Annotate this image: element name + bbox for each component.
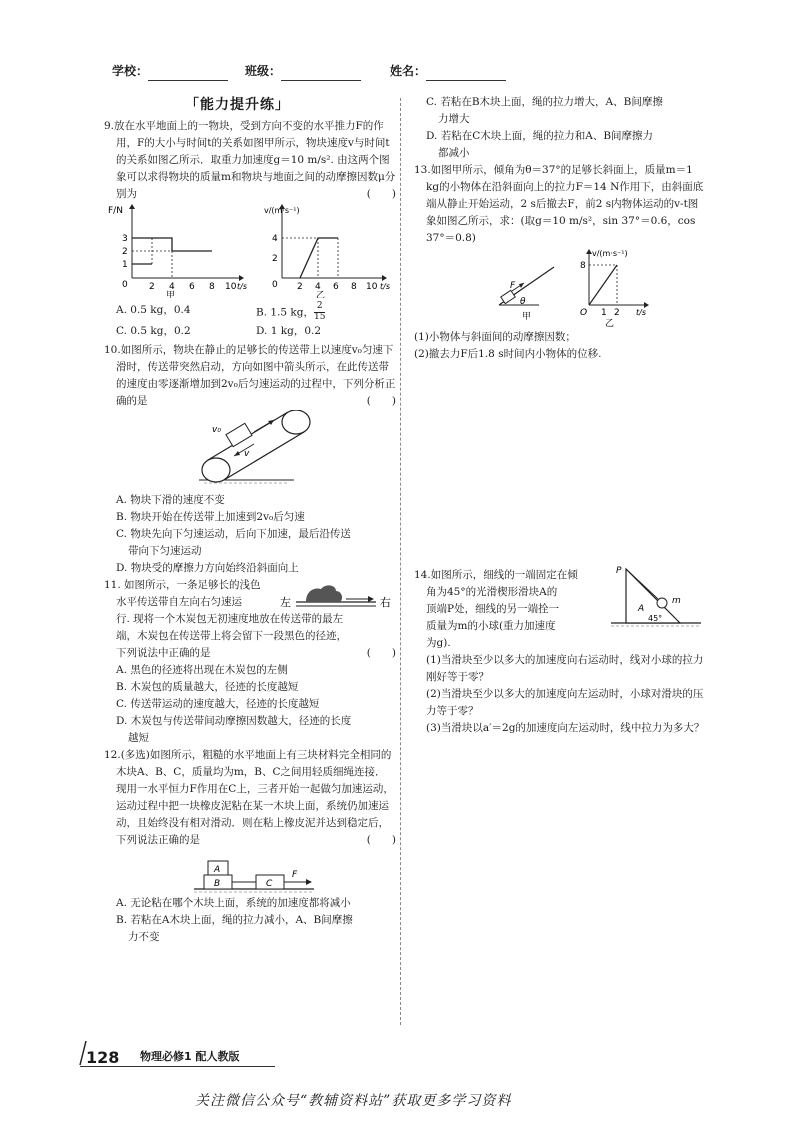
q9-paren: ( ): [366, 188, 396, 200]
q12-option-a: A. 无论粘在哪个木块上面，系统的加速度都将减小: [116, 896, 351, 909]
school-label: 学校：: [112, 62, 228, 81]
q11-stem-line: 下列说法中正确的是 ( ): [104, 645, 396, 662]
wechat-note: 关注微信公众号“教辅资料站”获取更多学习资料: [195, 1093, 512, 1109]
q9-g1-ytick: 2: [122, 247, 128, 257]
q10-v0-label: v₀: [212, 424, 221, 435]
q12-option-b: B. 若粘在A木块上面，绳的拉力减小，A、B间摩擦: [116, 913, 353, 926]
q14-m-label: m: [672, 596, 681, 606]
q13-figures: [414, 247, 706, 329]
q10-paren: ( ): [366, 394, 396, 407]
q14-part-2: (2)当滑块至少以多大的加速度向左运动时，小球对滑块的压力等于零？: [426, 688, 704, 717]
q13-f-label: F: [510, 281, 516, 291]
q9-g2-xtick: 6: [333, 282, 339, 292]
q11-option-b: B. 木炭包的质量越大，径迹的长度越短: [116, 680, 299, 693]
q14-stem-line: 顶端P处，细线的另一端拴一: [426, 603, 560, 615]
q10-option-c: C. 物块先向下匀速运动，后向下加速，最后沿传送: [116, 527, 351, 540]
q11-option-c: C. 传送带运动的速度越大，径迹的长度越短: [116, 697, 320, 710]
q9-g1-xtick: 10: [225, 282, 237, 292]
q14-part-1: (1)当滑块至少以多大的加速度向右运动时，线对小球的拉力刚好等于零？: [426, 654, 704, 683]
q13-part-1: (1)小物体与斜面间的动摩擦因数；: [414, 331, 576, 343]
q13-fig1-name: 甲: [522, 312, 532, 322]
q13-incline-figure: [499, 267, 554, 322]
q9-g1-ylabel: F/N: [108, 206, 123, 216]
q13-g-ytick: 8: [580, 261, 586, 271]
q9-graph-yi: [264, 204, 390, 298]
q11-right-label: 右: [380, 595, 391, 609]
q14-stem-line: 质量为m的小球(重力加速度: [426, 620, 556, 632]
q13-diagrams: [414, 247, 706, 329]
q9-option-a: A. 0.5 kg，0.4: [116, 304, 191, 316]
q10-v-label: v: [244, 448, 250, 459]
q13-g-ylabel: v/(m·s⁻¹): [592, 249, 628, 258]
q14-p-label: P: [616, 566, 622, 576]
q9-g1-xtick: 6: [189, 282, 195, 292]
q9-g1-ytick: 3: [122, 234, 128, 244]
q9-graphs: [104, 203, 396, 298]
q12-option-d: D. 若粘在C木块上面，绳的拉力和A、B间摩擦力: [426, 130, 654, 142]
q9-g2-xtick: 8: [351, 282, 357, 292]
q10-option-b: B. 物块开始在传送带上加速到2v₀后匀速: [116, 510, 305, 523]
q10-option-c-cont: 带向下匀速运动: [128, 544, 202, 557]
q11-left-label: 左: [280, 595, 291, 609]
q13-stem: 13.如图甲所示，倾角为θ＝37°的足够长斜面上，质量m＝1 kg的小物体在沿斜面向上的拉力F＝14 N作用下，由斜面底端从静止开始运动，2 s后撤去F，前2 s内物体运动的v-t图象如图乙所示，求：(取g＝10 m/s²，sin 37°＝0.6，cos 37°＝0.8): [414, 164, 704, 244]
q9-fraction: $\frac{2}{15}$: [314, 301, 326, 322]
q12-label-f: F: [292, 869, 298, 880]
q9-graph-jia: [108, 204, 247, 298]
q9-options-row1: [104, 302, 396, 323]
q12-label-a: A: [214, 864, 221, 875]
q11-stem-line: 11. 如图所示，一条足够长的浅色: [104, 578, 261, 591]
q13-g-xtick: 1: [601, 308, 607, 318]
q11-paren: ( ): [366, 646, 396, 659]
q12-option-b-cont: 力不变: [128, 930, 160, 943]
q9-g1-xtick: 4: [169, 282, 175, 292]
q9-g1-xtick: 2: [149, 282, 155, 292]
q9-option-c: C. 0.5 kg，0.2: [116, 324, 191, 337]
q14-part-3: (3)当滑块以a′＝2g的加速度向左运动时，线中拉力为多大？: [426, 722, 705, 734]
q12-label-c: C: [266, 878, 273, 889]
book-title: 物理必修1 配人教版: [140, 1050, 240, 1063]
q9-figures: [104, 203, 396, 298]
q14-a-label: A: [638, 604, 645, 614]
q10-stem: 10.如图所示，物块在静止的足够长的传送带上以速度v₀匀速下滑时，传送带突然启动，方向如图中箭头所示，在此传送带的速度由零逐渐增加到2v₀后匀速运动的过程中，下列分析正确的是 ( ): [104, 342, 396, 410]
q10-figure: [104, 410, 396, 492]
q13-g-origin: O: [580, 308, 588, 318]
q12-paren: ( ): [366, 833, 396, 846]
q11-option-d: D. 木炭包与传送带间动摩擦因数越大，径迹的长度: [116, 714, 352, 727]
q9-option-d: D. 1 kg，0.2: [256, 324, 322, 337]
q12-figure: [104, 849, 396, 895]
q9-g2-ytick: 4: [272, 234, 278, 244]
right-column: [414, 94, 706, 737]
q11-stem-line: 水平传送带自左向右匀速运: [116, 595, 242, 608]
q11-option-a: A. 黑色的径迹将出现在木炭包的左侧: [116, 663, 288, 676]
q14-wedge-diagram: [606, 561, 706, 631]
q9-g2-origin: 0: [272, 280, 278, 290]
q9-stem: 9.放在水平地面上的一物块，受到方向不变的水平推力F的作用，F的大小与时间t的关系如图甲所示，物块速度v与时间t的关系如图乙所示．取重力加速度g＝10 m/s². 由这两个图象可以求得物块的质量m和物块与地面之间的动摩擦因数μ分别为 ( ): [104, 118, 396, 203]
q14-block: [414, 567, 706, 652]
q9-g2-xtick: 4: [315, 282, 321, 292]
column-divider: [400, 98, 401, 1025]
q12-option-c: C. 若粘在B木块上面，绳的拉力增大，A、B间摩擦: [426, 96, 663, 108]
q9-g2-name: 乙: [316, 291, 326, 298]
q14-stem-line: 为g).: [426, 637, 451, 649]
q9-g1-xtick: 8: [209, 282, 215, 292]
q9-g1-origin: 0: [122, 280, 128, 290]
q9-option-b: B. 1.5 kg， $\frac{2}{15}$: [256, 301, 326, 322]
q13-vt-graph: [580, 249, 649, 329]
q11-stem-line: 行. 现将一个木炭包无初速度地放在传送带的最左: [116, 612, 344, 625]
q12-option-d-cont: 都减小: [438, 147, 470, 159]
q13-fig2-name: 乙: [605, 319, 615, 329]
left-column: [104, 118, 396, 946]
q12-label-b: B: [214, 878, 221, 889]
q12-blocks-diagram: [104, 849, 396, 895]
q14-stem-line: 14.如图所示，细线的一端固定在倾: [414, 569, 578, 581]
q13-g-xtick: 2: [614, 308, 620, 318]
q9-g1-ytick: 1: [122, 260, 128, 270]
q14-angle-label: 45°: [648, 614, 663, 623]
q10-option-d: D. 物块受的摩擦力方向始终沿斜面向上: [116, 561, 299, 574]
q9-g2-ylabel: v/(m·s⁻¹): [264, 206, 300, 215]
q11-option-d-cont: 越短: [128, 731, 149, 744]
class-label: 班级：: [245, 62, 361, 81]
q9-g2-xlabel: t/s: [380, 282, 390, 291]
q9-g1-name: 甲: [166, 291, 176, 298]
q11-conveyor-diagram: [276, 577, 396, 613]
q11-stem-line: 端，木炭包在传送带上将会留下一段黑色的径迹，: [116, 629, 347, 642]
q9-g2-xtick: 2: [297, 282, 303, 292]
q9-g1-xlabel: t/s: [237, 282, 247, 291]
q14-stem-line: 角为45°的光滑楔形滑块A的: [426, 586, 558, 598]
name-blank: [426, 67, 506, 81]
q12-stem: 12.(多选)如图所示，粗糙的水平地面上有三块材料完全相同的木块A、B、C，质量均为m，B、C之间用轻质细绳连接．现用一水平恒力F作用在C上，三者开始一起做匀加速运动，运动过程中把一块橡皮泥粘在某一木块上面，系统仍加速运动，且始终没有相对滑动．则在粘上橡皮泥并达到稳定后，下列说法正确的是 ( ): [104, 747, 396, 849]
section-title: 「能力提升练」: [185, 97, 290, 113]
q13-theta-label: θ: [520, 297, 526, 307]
q10-option-a: A. 物块下滑的速度不变: [116, 493, 225, 506]
name-label: 姓名：: [390, 62, 506, 81]
q10-conveyor-diagram: [104, 410, 396, 492]
class-blank: [281, 67, 361, 81]
q9-options-row2: [104, 323, 396, 340]
q13-g-xlabel: t/s: [636, 308, 646, 317]
q13-part-2: (2)撤去力F后1.8 s时间内小物体的位移.: [414, 348, 602, 360]
q9-g2-ytick: 2: [272, 254, 278, 264]
q11-block: [104, 577, 396, 662]
school-blank: [148, 67, 228, 81]
q12-option-c-cont: 力增大: [438, 113, 470, 125]
footer-rule: [80, 1066, 275, 1067]
page-number: 128: [86, 1048, 120, 1067]
q9-g2-xtick: 10: [366, 282, 378, 292]
